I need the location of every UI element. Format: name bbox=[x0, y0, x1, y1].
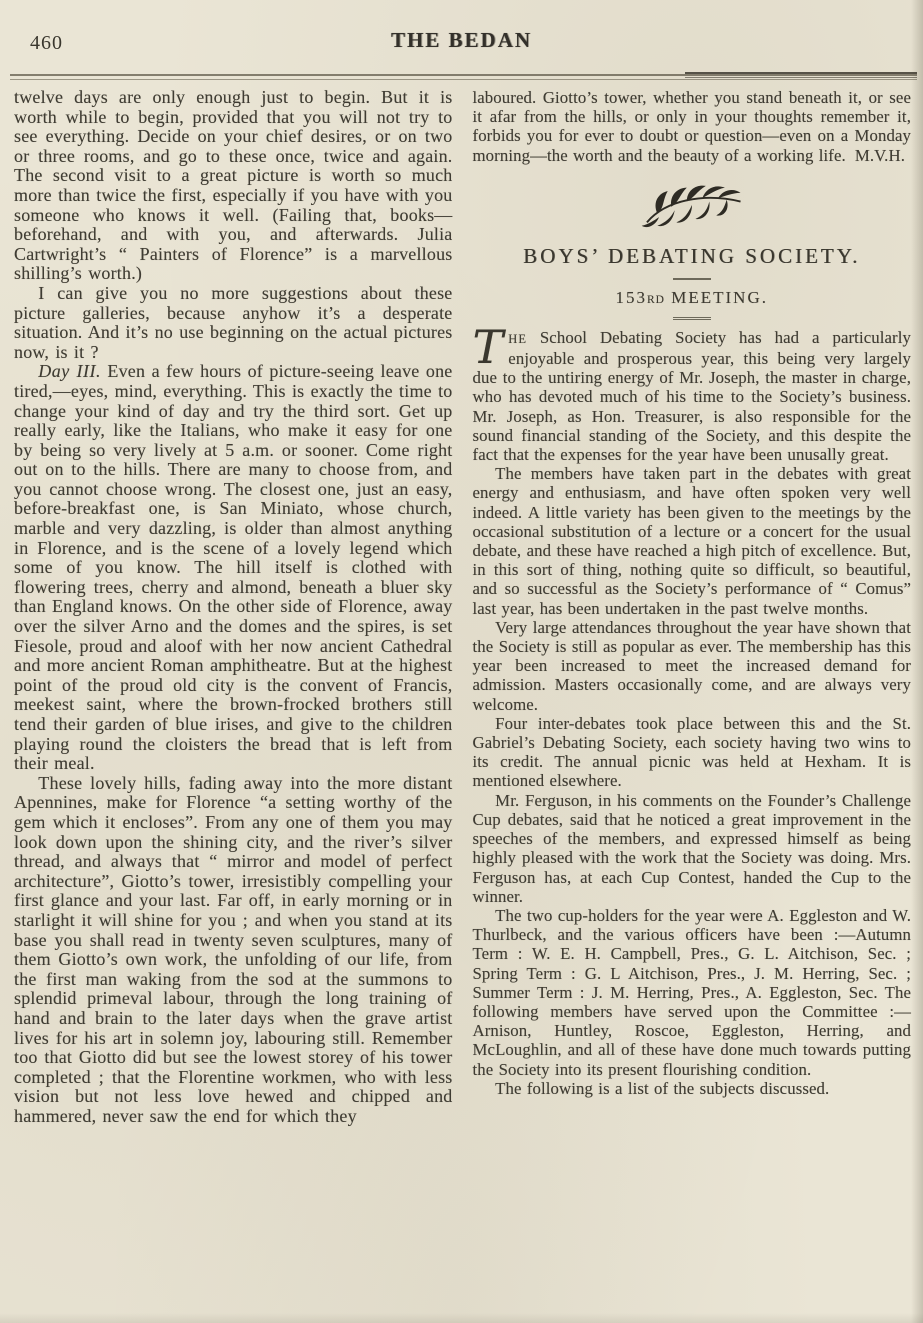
page-number: 460 bbox=[30, 32, 63, 54]
paragraph: I can give you no more suggestions about these picture galleries, because anyhow it’s a desperate situation. And it’s no use beginning on the actual pictures now, is it ? bbox=[14, 282, 453, 362]
paragraph: The members have taken part in the debates with great energy and enthusiasm, and have often spoken very well indeed. A little variety has been given to the meetings by the occasional substitution of a lecture or a concert for the usual debate, and these have reached a high pitch of excellence. But, in this sort of thing, nothing quite so difficult, so beautiful, and so successful as the Society’s performance of “ Comus” last year, has been undertaken in the past twelve months. bbox=[472, 464, 911, 618]
meeting-subtitle bbox=[473, 288, 912, 308]
section-title: BOYS’ DEBATING SOCIETY. bbox=[523, 243, 861, 268]
subtitle-rule bbox=[673, 317, 711, 320]
right-column bbox=[473, 88, 912, 1126]
meeting-ordinal: RD bbox=[647, 293, 665, 306]
paragraph: The two cup-holders for the year were A. Eggleston and W. Thurlbeck, and the various officers have been :—Autumn Term : W. E. H. Campbell, Pres., G. L. Aitchison, Sec. ; Spring Term : G. L Aitchison, Pres., J. M. Herring, Sec. ; Summer Term : J. M. Herring, Pres., A. Eggleston, Sec. The following members have served upon the Committee :— Arnison, Huntley, Roscoe, Eggleston, Herring, and McLoughlin, and all of these have done much towards putting the Society into its present flourishing condition. bbox=[472, 905, 911, 1079]
meeting-number: 153 bbox=[615, 287, 648, 307]
title-rule bbox=[673, 278, 711, 280]
paragraph: twelve days are only enough just to begin. But it is worth while to begin, provided that you will not try to see everything. Decide on your chief desires, or on two or three rooms, and go to these once, twice and again. The second visit to a great picture is worth so much more than twice the first, especially if you have with you someone who knows it well. (Failing that, books—beforehand, and with you, and afterwards. Julia Cartwright’s “ Painters of Florence” is a marvellous shilling’s worth.) bbox=[14, 87, 453, 284]
paragraph: Day III. Even a few hours of picture-seeing leave one tired,—eyes, mind, everything. This is exactly the time to change your kind of day and try the third sort. Get up really early, like the Italians, who make it easy for one by being so very lively at 5 a.m. or sooner. Come right out on to the hills. There are many to choose from, and you cannot choose wrong. The closest one, just an easy, before-breakfast one, is San Miniato, whose church, marble and very dazzling, is older than almost anything in Florence, and is the scene of a lovely legend which some of you know. The hill itself is clothed with flowering trees, cherry and almond, beneath a bluer sky than England knows. On the other side of Florence, away over the silver Arno and the domes and the spires, is set Fiesole, proud and aloof with her now ancient Cathedral and more ancient Roman amphitheatre. But at the highest point of the proud old city is the convent of Francis, meekest saint, where the brown-frocked brothers still tend their garden of blue irises, and give to the children playing round the cloisters the bread that is left from their meal. bbox=[14, 361, 453, 774]
continuation-paragraph bbox=[473, 88, 912, 165]
leaf-sprig-ornament-icon bbox=[473, 181, 912, 234]
header-rule-right-segment bbox=[685, 72, 917, 78]
section-body bbox=[472, 319, 912, 1098]
two-column-layout bbox=[14, 88, 911, 1126]
author-initials: M.V.H. bbox=[854, 145, 905, 165]
continuation-text: laboured. Giotto’s tower, whether you stand beneath it, or see it afar from the hills, or only in your thoughts remember it, forbids you for ever to doubt or question—even on a Monday morning—the worth and the beauty of a working life. bbox=[472, 88, 911, 165]
drop-cap: T bbox=[472, 319, 504, 374]
left-column bbox=[14, 88, 453, 1126]
paragraph: The following is a list of the subjects discussed. bbox=[495, 1078, 830, 1098]
journal-title: THE BEDAN bbox=[390, 28, 533, 52]
drop-cap-smallcaps: HE bbox=[508, 331, 527, 346]
paragraph: Very large attendances throughout the year have shown that the Society is still as popular as ever. The membership has this year been increased to meet the increased demand for admission. Masters occasionally come, and are always very welcome. bbox=[472, 617, 911, 714]
page-bottom-shadow bbox=[0, 1313, 923, 1323]
meeting-label: MEETING. bbox=[665, 287, 768, 307]
paragraph: Mr. Ferguson, in his comments on the Founder’s Challenge Cup debates, said that he noticed a great improvement in the speeches of the members, and expressed himself as being highly pleased with the work that the Society was doing. Mrs. Ferguson has, at each Cup Contest, handed the Cup to the winner. bbox=[472, 790, 911, 906]
page-edge-shadow bbox=[911, 0, 923, 1323]
paragraph: These lovely hills, fading away into the more distant Apennines, make for Florence “a setting worthy of the gem which it encloses”. From any one of them you may look down upon the shining city, and the river’s silver thread, and always that “ mirror and model of perfect architecture”, Giotto’s tower, irresistibly compelling your first glance and your last. Far off, in early morning or in starlight it will shine for you ; and when you stand at its base you shall read in twenty seven sculptures, many of them Giotto’s own work, the unfolding of our life, from the first man waking from the sod at the summons to splendid primeval labour, through the long training of hand and brain to the later days when the grave artist lives for his art in solemn joy, labouring still. Remember too that Giotto did but see the lowest storey of his tower completed ; that the Florentine workmen, who with less vision but not less love hewed and chipped and hammered, never saw the end for which they bbox=[14, 772, 453, 1126]
paragraph: THE School Debating Society has had a particularly enjoyable and prosperous year, this being very largely due to the untiring energy of Mr. Joseph, the master in charge, who has devoted much of his time to the Society’s business. Mr. Joseph, as Hon. Treasurer, is also responsible for the sound financial standing of the Society, and this despite the fact that the expenses for the year have been unusally great. bbox=[472, 319, 911, 465]
paragraph: Four inter-debates took place between this and the St. Gabriel’s Debating Society, each society having two wins to its credit. The annual picnic was held at Hexham. It is mentioned elsewhere. bbox=[472, 713, 911, 791]
italic-lead: Day III. bbox=[38, 361, 101, 382]
